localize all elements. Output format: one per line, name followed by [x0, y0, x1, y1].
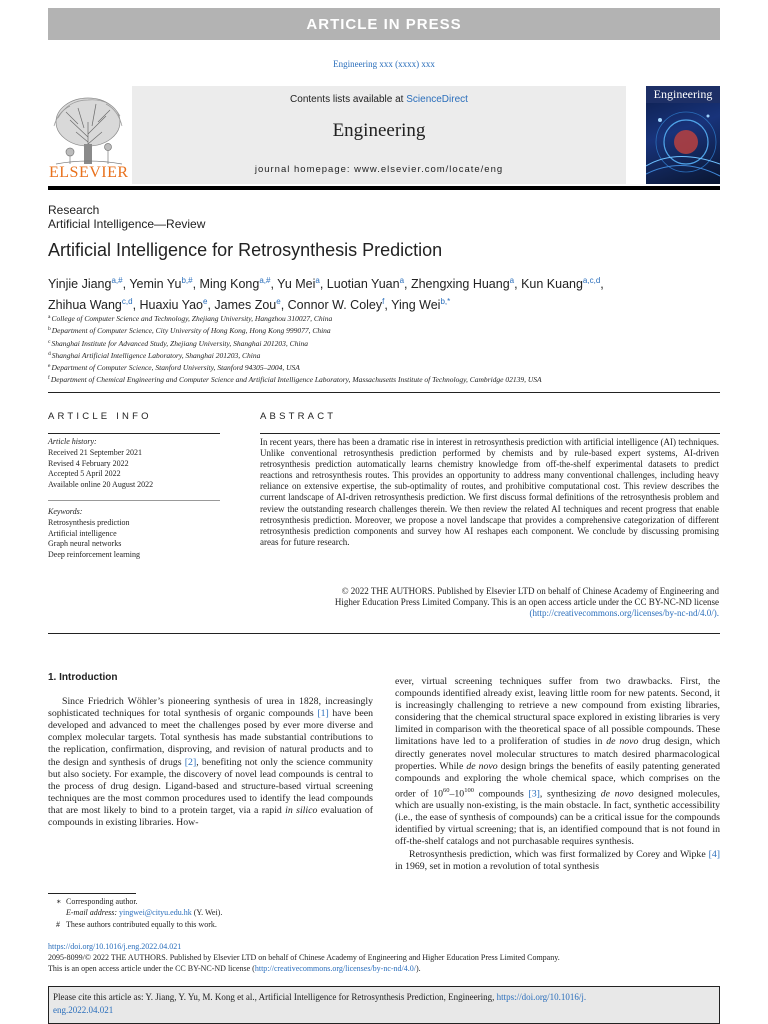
affiliation-text: Department of Chemical Engineering and Computer Science and Artificial Intelligence Laboratory, Massachusetts Institute of Technology, Cambridge 02139, USA	[50, 375, 542, 385]
footnote-mark: #	[56, 919, 60, 929]
text-run: –10	[449, 788, 465, 800]
affiliation-text: College of Computer Science and Technology, Zhejiang University, Hangzhou 310027, China	[51, 314, 333, 323]
affiliation-mark: a	[48, 314, 51, 320]
masthead-rule	[48, 186, 720, 190]
author-affiliation-mark[interactable]: b,*	[440, 297, 451, 306]
history-item: Accepted 5 April 2022	[48, 469, 121, 479]
contents-prefix: Contents lists available at	[290, 94, 404, 105]
doi-link[interactable]: https://doi.org/10.1016/j.eng.2022.04.021	[48, 942, 182, 951]
footnote	[56, 919, 222, 930]
author-affiliation-mark[interactable]: a,#	[111, 276, 123, 285]
author: Luotian Yuan	[326, 277, 400, 291]
author: Ying Wei	[391, 298, 441, 312]
footnote-list	[56, 896, 222, 930]
italic-term: de novo	[466, 760, 498, 772]
history-item: Available online 20 August 2022	[48, 479, 154, 489]
author-affiliation-mark[interactable]: f	[382, 297, 385, 306]
text-run: ).	[416, 964, 421, 973]
author-list: Yinjie Jiang$^{a,\#}$, Yemin $Yu^{b,\#}$, Ming Kong$^{a,\#}$, Yu Mei$^a$, Luotian Yuan$^a$, Zhengxing Huang$^a$, Kun Kuang$^{a,c,d}$, Zhihua Wang$^{c,d}$, Huaxiu Yao$^e$, James Zou$^e$, Connor W. Coley$^f$, Ying Wei$^{b,*}$	[48, 276, 604, 312]
journal-reference-link[interactable]: Engineering xxx (xxxx) xxx	[333, 59, 435, 69]
keywords-list	[48, 518, 140, 560]
footnote-rule	[48, 893, 136, 894]
license-link[interactable]: (http://creativecommons.org/licenses/by-nc-nd/4.0/).	[529, 608, 719, 619]
article-history-label: Article history:	[48, 437, 97, 446]
affiliation-text: Department of Computer Science, City University of Hong Kong, Hong Kong 999077, China	[51, 326, 331, 336]
author: Huaxiu Yao	[139, 298, 203, 312]
citation-doi-link[interactable]: https://doi.org/10.1016/j.	[496, 992, 587, 1002]
text-run: , benefiting not only the science community but also society. For example, the discovery of novel lead compounds is central to the process of drug design. Ligand-based and structure-based virtual screening techniques are the most common procedures used to identify the lead compounds that are most likely to bind to a protein target, via a rapid	[48, 756, 373, 816]
abstract-copyright	[260, 586, 719, 620]
affiliation-text: Department of Computer Science, Stanford University, Stanford 94305–2004, USA	[51, 363, 300, 373]
body-paragraph	[395, 849, 720, 873]
info-rule-left	[48, 433, 220, 434]
text-run: This is an open access article under the CC BY-NC-ND license (	[48, 964, 255, 973]
affiliation-mark: b	[48, 326, 51, 333]
italic-term: de novo	[606, 736, 639, 748]
text-run: Retrosynthesis prediction, which was first formalized by Corey and Wipke	[409, 848, 709, 860]
introduction-heading: 1. Introduction	[48, 672, 118, 683]
author-affiliation-mark[interactable]: a	[509, 276, 515, 285]
affiliation-text: Shanghai Artificial Intelligence Laboratory, Shanghai 201203, China	[51, 350, 261, 360]
author: Yemin Yu	[129, 277, 182, 291]
article-history-list	[48, 448, 153, 490]
author: Kun Kuang	[521, 277, 583, 291]
text-run: , synthesizing	[539, 788, 601, 800]
author-affiliation-mark[interactable]: a	[399, 276, 405, 285]
author-affiliation-mark[interactable]: c,d	[121, 297, 133, 306]
text-run: drug design, which directly generates novel molecular structures to match desired pharmacological properties. While	[395, 736, 720, 772]
author-affiliation-mark[interactable]: a	[315, 276, 320, 285]
keywords-label: Keywords:	[48, 507, 83, 516]
affiliation	[48, 361, 728, 373]
affiliation-text: Shanghai Institute for Advanced Study, Zhejiang University, Shanghai 201203, China	[51, 338, 308, 348]
author: James Zou	[214, 298, 277, 312]
email-link[interactable]: yingwei@cityu.edu.hk	[119, 908, 192, 918]
text-run: ever, virtual screening techniques suffer from two drawbacks. First, the compounds identified already exist, leaving little room for new patents. Second, it is increasingly challenging to retrieve a new compound from existing libraries, considering that the chemical structural space explored in existing libraries is very limited in comparison with the theoretical space of all possible compounds. These limitations have led to a proliferation of studies in	[395, 676, 720, 748]
footnote-text: Corresponding author.	[66, 897, 138, 906]
journal-cover-image	[646, 86, 720, 184]
footnote-text: (Y. Wei).	[191, 908, 223, 918]
keyword: Artificial intelligence	[48, 528, 117, 538]
cover-title: Engineering	[646, 86, 720, 103]
citation-link[interactable]: [2]	[184, 756, 197, 768]
affiliation-mark: c	[48, 338, 51, 345]
affiliation-list	[48, 312, 728, 386]
body-column-right	[395, 676, 720, 873]
affiliation	[48, 337, 728, 349]
history-divider	[48, 500, 220, 501]
citation-link[interactable]: [1]	[317, 708, 329, 720]
paper-title: Artificial Intelligence for Retrosynthesis Prediction	[48, 240, 443, 260]
journal-homepage[interactable]: journal homepage: www.elsevier.com/locate/eng	[254, 164, 504, 175]
superscript: 100	[464, 786, 474, 794]
bottom-metadata	[48, 941, 728, 974]
issn-line: 2095-8099/© 2022 THE AUTHORS. Published by Elsevier LTD on behalf of Chinese Academy of Engineering and Higher Education Press Limited Company.	[48, 953, 560, 962]
contents-line	[132, 94, 626, 105]
keyword: Retrosynthesis prediction	[48, 518, 130, 527]
footnote	[56, 907, 222, 918]
affiliation-mark: d	[48, 350, 51, 357]
elsevier-wordmark: ELSEVIER	[49, 164, 129, 181]
masthead-center-box	[132, 86, 626, 184]
history-item: Revised 4 February 2022	[48, 458, 129, 468]
author: Zhihua Wang	[48, 298, 122, 312]
text-run: evaluation of compounds in existing libraries. How-	[48, 804, 373, 829]
italic-term: in silico	[285, 804, 318, 816]
article-info-heading: ARTICLE INFO	[48, 411, 152, 422]
cover-artwork	[646, 86, 720, 184]
body-paragraph	[48, 696, 373, 829]
affiliation	[48, 312, 728, 324]
journal-name: Engineering	[332, 120, 426, 141]
superscript: 60	[442, 786, 450, 794]
body-paragraph	[395, 676, 720, 849]
section-type	[48, 203, 205, 231]
citation-box	[48, 986, 720, 1024]
license-link[interactable]: http://creativecommons.org/licenses/by-nc-nd/4.0/	[254, 964, 416, 973]
text-run: design brings the benefits of easily patenting generated compounds and exploring the whole chemical space, which comprises on the order of 10	[395, 760, 721, 800]
footnote	[56, 896, 222, 907]
citation-link[interactable]: [3]	[528, 788, 540, 800]
keyword: Graph neural networks	[48, 539, 122, 549]
copyright-line: © 2022 THE AUTHORS. Published by Elsevier LTD on behalf of Chinese Academy of Engineering and	[341, 586, 719, 596]
text-run: Since Friedrich Wöhler’s pioneering synthesis of urea in 1828, increasingly sophisticated techniques for total synthesis of organic compounds	[48, 696, 373, 720]
text-run: in 1969, set in motion a revolution of total synthesis	[395, 860, 600, 872]
text-run: designed molecules, which are usually non-existing, is the main obstacle. In fact, synthetic accessibility (i.e., the ease of synthesis of compounds) can be a critical issue for the compounds identified by virtual screening; that is, an identified compound that is not found in off-the-shelf catalogs and not purchasable requires synthesis.	[395, 788, 720, 848]
affiliation-mark: f	[48, 375, 50, 382]
author-affiliation-mark[interactable]: b,#	[181, 276, 193, 285]
author: Connor W. Coley	[287, 298, 383, 312]
info-bottom-rule	[48, 633, 720, 634]
author: Yinjie Jiang	[48, 277, 112, 291]
keyword: Deep reinforcement learning	[48, 549, 140, 559]
open-access-line	[48, 963, 728, 974]
citation-doi-link[interactable]: eng.2022.04.021	[53, 1005, 114, 1015]
history-item: Received 21 September 2021	[48, 448, 142, 457]
author: Zhengxing Huang	[410, 277, 510, 291]
affiliation	[48, 349, 728, 361]
author-affiliation-mark[interactable]: a,#	[259, 276, 271, 285]
body-column-left	[48, 672, 373, 829]
affiliation-mark: e	[48, 363, 51, 370]
affiliation	[48, 373, 728, 385]
author-affiliation-mark[interactable]: e	[203, 297, 208, 306]
author-affiliation-mark[interactable]: a,c,d	[582, 276, 601, 285]
info-top-rule	[48, 392, 720, 393]
section-type-label: Research	[48, 203, 100, 217]
italic-term: de novo	[600, 788, 634, 800]
footnote-mark: ∗	[56, 897, 62, 906]
citation-link[interactable]: [4]	[708, 848, 720, 860]
text-run: compounds	[473, 788, 529, 800]
masthead	[48, 86, 720, 186]
abstract-text: In recent years, there has been a dramatic rise in interest in retrosynthesis prediction with artificial intelligence (AI) techniques. Unlike conventional retrosynthesis prediction performed by chemists and by rule-based expert systems, AI-driven retrosynthesis prediction automatically learns chemistry knowledge from off-the-shelf experimental datasets to predict reactions and retrosynthesis routes. This provides an opportunity to address many conventional challenges, including heavy reliance on extensive expertise, the sub-optimality of routes, and prohibitive computational cost. This review describes the current landscape of AI-driven retrosynthesis prediction. We first discuss formal definitions of the retrosynthesis problem and review the outstanding research challenges therein. We then review the related AI techniques and recent progress that enable retrosynthesis prediction. Moreover, we propose a novel landscape that provides a comprehensive categorization of different retrosynthesis prediction components and survey how AI reshapes each component. We conclude by discussing promising areas for future research.	[260, 437, 719, 547]
abstract-heading: ABSTRACT	[260, 411, 337, 422]
author: Yu Mei	[277, 277, 316, 291]
email-label: E-mail address:	[66, 908, 118, 918]
footnote-text: These authors contributed equally to this work.	[66, 919, 217, 929]
info-rule-right	[260, 433, 720, 434]
author-affiliation-mark[interactable]: e	[276, 297, 281, 306]
text-run: have been developed and advanced to meet the challenges posed by ever more diverse and complex molecular targets. Total synthesis has made substantial contributions to the replication, confirmation, disproving, and revision of natural products and to the design and synthesis of drugs	[48, 708, 373, 768]
article-in-press-banner: ARTICLE IN PRESS	[48, 8, 720, 40]
sciencedirect-link[interactable]: ScienceDirect	[406, 94, 468, 105]
affiliation	[48, 324, 728, 336]
section-subtype-label: Artificial Intelligence—Review	[48, 217, 206, 231]
copyright-line: Higher Education Press Limited Company. This is an open access article under the CC BY-NC-ND license	[334, 597, 719, 608]
citation-text: Please cite this article as: Y. Jiang, Y. Yu, M. Kong et al., Artificial Intelligence for Retrosynthesis Prediction, Engineering,	[53, 992, 497, 1002]
author: Ming Kong	[199, 277, 260, 291]
